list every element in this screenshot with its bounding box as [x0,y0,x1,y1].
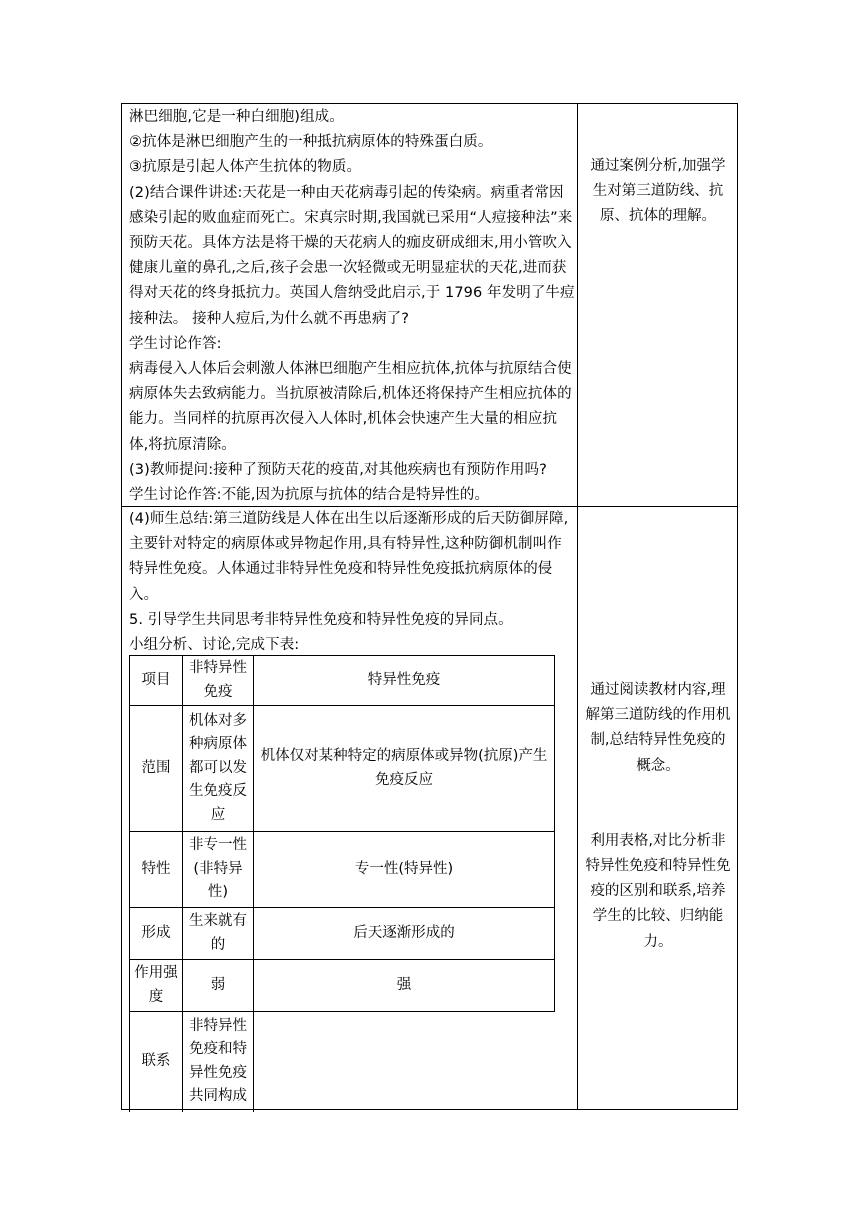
header-cell: 非特异性免疫 [183,656,254,706]
paragraph: ②抗体是淋巴细胞产生的一种抵抗病原体的特殊蛋白质。 [129,134,493,151]
table-cell: 机体对多种病原体都可以发生免疫反应 [183,706,254,832]
column-divider [577,103,578,1110]
paragraph: (4)师生总结:第三道防线是人体在出生以后逐渐形成的后天防御屏障,主要针对特定的病原体或异物起作用,具有特异性,这种防御机制叫作特异性免疫。人体通过非特异性免疫和特异性免疫抵抗病原体的侵入。 [129,511,569,603]
table-cell: 生来就有的 [183,908,254,960]
paragraph: 5. 引导学生共同思考非特异性免疫和特异性免疫的异同点。 [129,611,513,628]
header-cell: 项目 [130,656,183,706]
paragraph: 淋巴细胞,它是一种白细胞)组成。 [129,109,344,125]
table-cell: 范围 [130,706,183,832]
table-cell: 特性 [130,832,183,908]
lower-right-cell [584,678,732,955]
table-cell: 作用强度 [130,960,183,1012]
lesson-plan-table [121,103,738,1110]
table-cell: 后天逐渐形成的 [254,908,555,960]
left-border [121,103,122,1110]
table-cell: 非专一性(非特异性) [183,832,254,908]
table-cell: 联系 [130,1012,183,1112]
table-header-row [130,656,555,706]
paragraph: 小组分析、讨论,完成下表: [129,637,300,654]
paragraph: 学生讨论作答: [129,335,222,352]
table-cell [254,1012,555,1112]
teaching-purpose: 通过阅读教材内容,理解第三道防线的作用机制,总结特异性免疫的概念。 [585,682,731,774]
table-cell: 专一性(特异性) [254,832,555,908]
right-border [737,103,738,1110]
table-cell: 弱 [183,960,254,1012]
top-border [121,103,738,104]
teaching-purpose: 通过案例分析,加强学生对第三道防线、抗原、抗体的理解。 [590,158,726,225]
table-cell: 非特异性免疫和特异性免疫共同构成 [183,1012,254,1112]
lower-left-cell [129,507,575,658]
paragraph: 病毒侵入人体后会刺激人体淋巴细胞产生相应抗体,抗体与抗原结合使病原体失去致病能力。当抗原被清除后,机体还将保持产生相应抗体的能力。当同样的抗原再次侵入人体时,机体会快速产生大量的相应抗体,将抗原清除。 [129,361,572,453]
table-row [130,960,555,1012]
teaching-purpose: 利用表格,对比分析非特异性免疫和特异性免疫的区别和联系,培养学生的比较、归纳能力。 [585,832,731,950]
upper-right-cell [584,154,732,230]
paragraph: (2)结合课件讲述:天花是一种由天花病毒引起的传染病。病重者常因感染引起的败血症而死亡。宋真宗时期,我国就已采用“人痘接种法”来预防天花。具体方法是将干燥的天花病人的痂皮研成细末,用小管吹入健康儿童的鼻孔,之后,孩子会患一次轻微或无明显症状的天花,进而获得对天花的终身抵抗力。英国人詹纳受此启示,于 1796 年发明了牛痘接种法。 接种人痘后,为什么就不再患病了? [129,184,575,327]
paragraph: ③抗原是引起人体产生抗体的物质。 [129,159,362,176]
table-row [130,832,555,908]
header-cell: 特异性免疫 [254,656,555,706]
table-cell: 形成 [130,908,183,960]
spacer [584,779,732,829]
paragraph: 学生讨论作答:不能,因为抗原与抗体的结合是特异性的。 [129,487,490,504]
table-cell: 机体仅对某种特定的病原体或异物(抗原)产生免疫反应 [254,706,555,832]
table-row [130,1012,555,1112]
table-row [130,706,555,832]
table-row [130,908,555,960]
comparison-table [129,655,555,1112]
paragraph: (3)教师提问:接种了预防天花的疫苗,对其他疾病也有预防作用吗? [129,461,547,478]
upper-left-cell [129,105,575,508]
table-cell: 强 [254,960,555,1012]
